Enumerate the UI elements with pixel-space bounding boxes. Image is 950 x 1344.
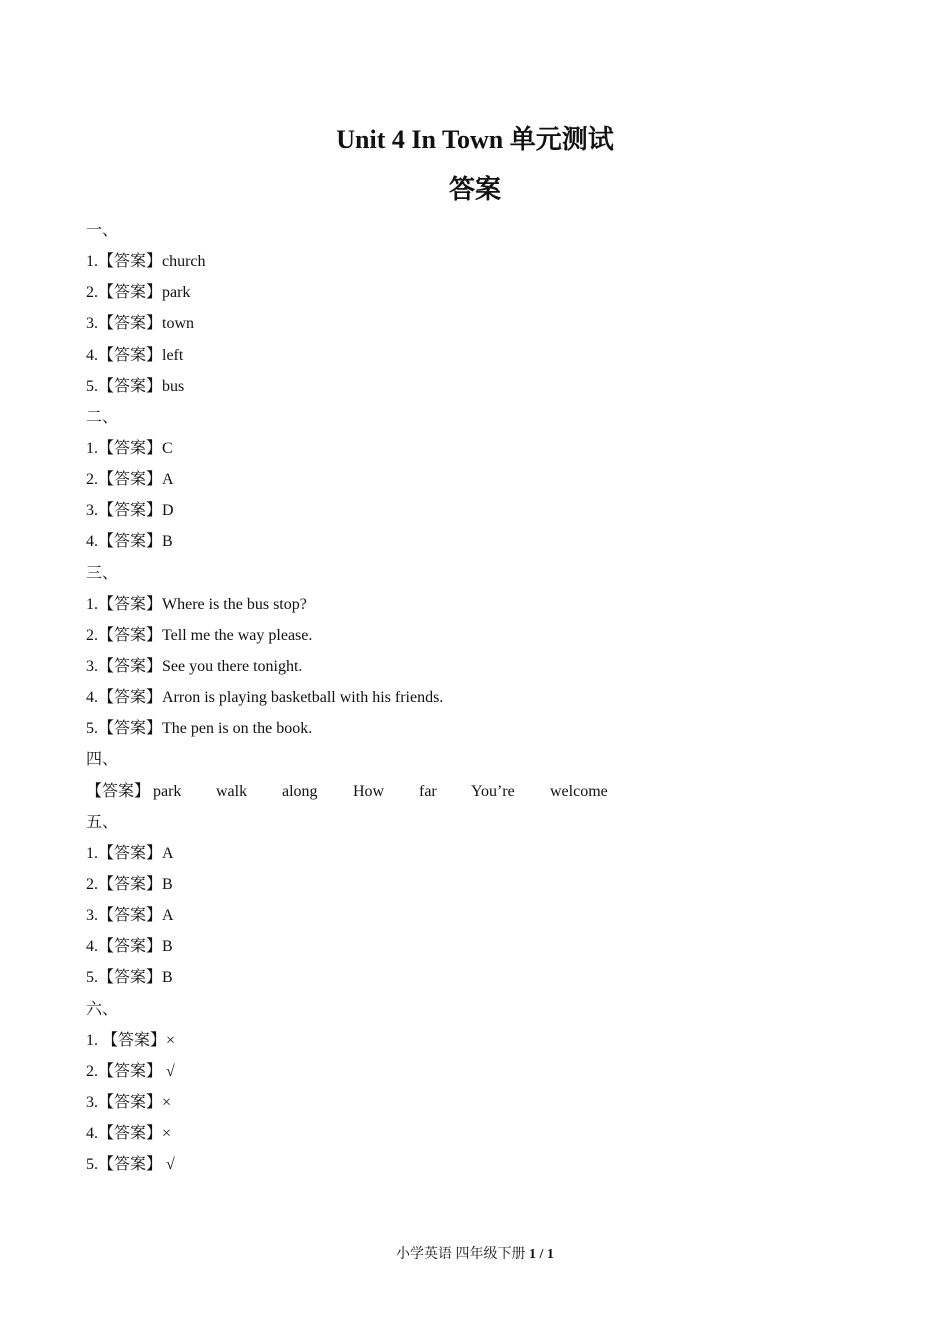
answer-item: 2.【答案】A bbox=[86, 471, 174, 489]
section-heading: 五、 bbox=[86, 813, 119, 831]
answer-item: 4.【答案】B bbox=[86, 938, 173, 956]
answer-item: 4.【答案】B bbox=[86, 533, 173, 551]
answer-item: 2.【答案】 √ bbox=[86, 1062, 175, 1080]
answer-item: 2.【答案】Tell me the way please. bbox=[86, 626, 313, 644]
answer-item: 1.【答案】C bbox=[86, 439, 173, 457]
answer-word: walk bbox=[216, 782, 248, 800]
document-title: Unit 4 In Town 单元测试 bbox=[336, 125, 614, 154]
answer-item: 4.【答案】× bbox=[86, 1125, 172, 1143]
section-heading: 四、 bbox=[86, 751, 119, 769]
answer-prefix: 【答案】 bbox=[86, 782, 151, 800]
section-heading: 六、 bbox=[86, 1000, 119, 1018]
answer-item: 4.【答案】Arron is playing basketball with his friends. bbox=[86, 689, 444, 707]
answer-item: 4.【答案】left bbox=[86, 346, 184, 364]
footer-text: 小学英语 四年级下册 bbox=[396, 1247, 530, 1262]
answer-word: You’re bbox=[471, 782, 515, 800]
answer-word: park bbox=[153, 782, 182, 800]
answer-word: welcome bbox=[550, 782, 608, 800]
answer-word: How bbox=[353, 782, 385, 800]
answer-item: 3.【答案】town bbox=[86, 315, 195, 333]
answer-item: 1.【答案】church bbox=[86, 253, 206, 271]
answer-item: 3.【答案】D bbox=[86, 502, 174, 520]
answer-item: 2.【答案】park bbox=[86, 284, 191, 302]
answer-word: far bbox=[419, 782, 437, 800]
answer-item: 3.【答案】A bbox=[86, 907, 174, 925]
answer-item: 5.【答案】The pen is on the book. bbox=[86, 720, 313, 738]
page-footer bbox=[0, 1245, 950, 1265]
section-heading: 一、 bbox=[86, 222, 119, 239]
answer-word: along bbox=[282, 782, 318, 800]
answer-item: 5.【答案】bus bbox=[86, 377, 185, 395]
section-heading: 二、 bbox=[86, 408, 119, 426]
document-subtitle: 答案 bbox=[448, 175, 501, 204]
answer-item: 1.【答案】Where is the bus stop? bbox=[86, 595, 307, 613]
answer-item: 3.【答案】× bbox=[86, 1093, 172, 1111]
answer-item: 1.【答案】A bbox=[86, 844, 174, 862]
answer-item: 2.【答案】B bbox=[86, 875, 173, 893]
answer-list bbox=[86, 215, 886, 1180]
section-heading: 三、 bbox=[86, 564, 119, 582]
answer-item: 5.【答案】 √ bbox=[86, 1156, 175, 1174]
page-number: 1 / 1 bbox=[529, 1247, 554, 1262]
answer-item: 3.【答案】See you there tonight. bbox=[86, 657, 303, 675]
answer-item: 5.【答案】B bbox=[86, 969, 173, 987]
answer-word-row bbox=[86, 776, 886, 807]
answer-item: 1. 【答案】× bbox=[86, 1031, 176, 1049]
